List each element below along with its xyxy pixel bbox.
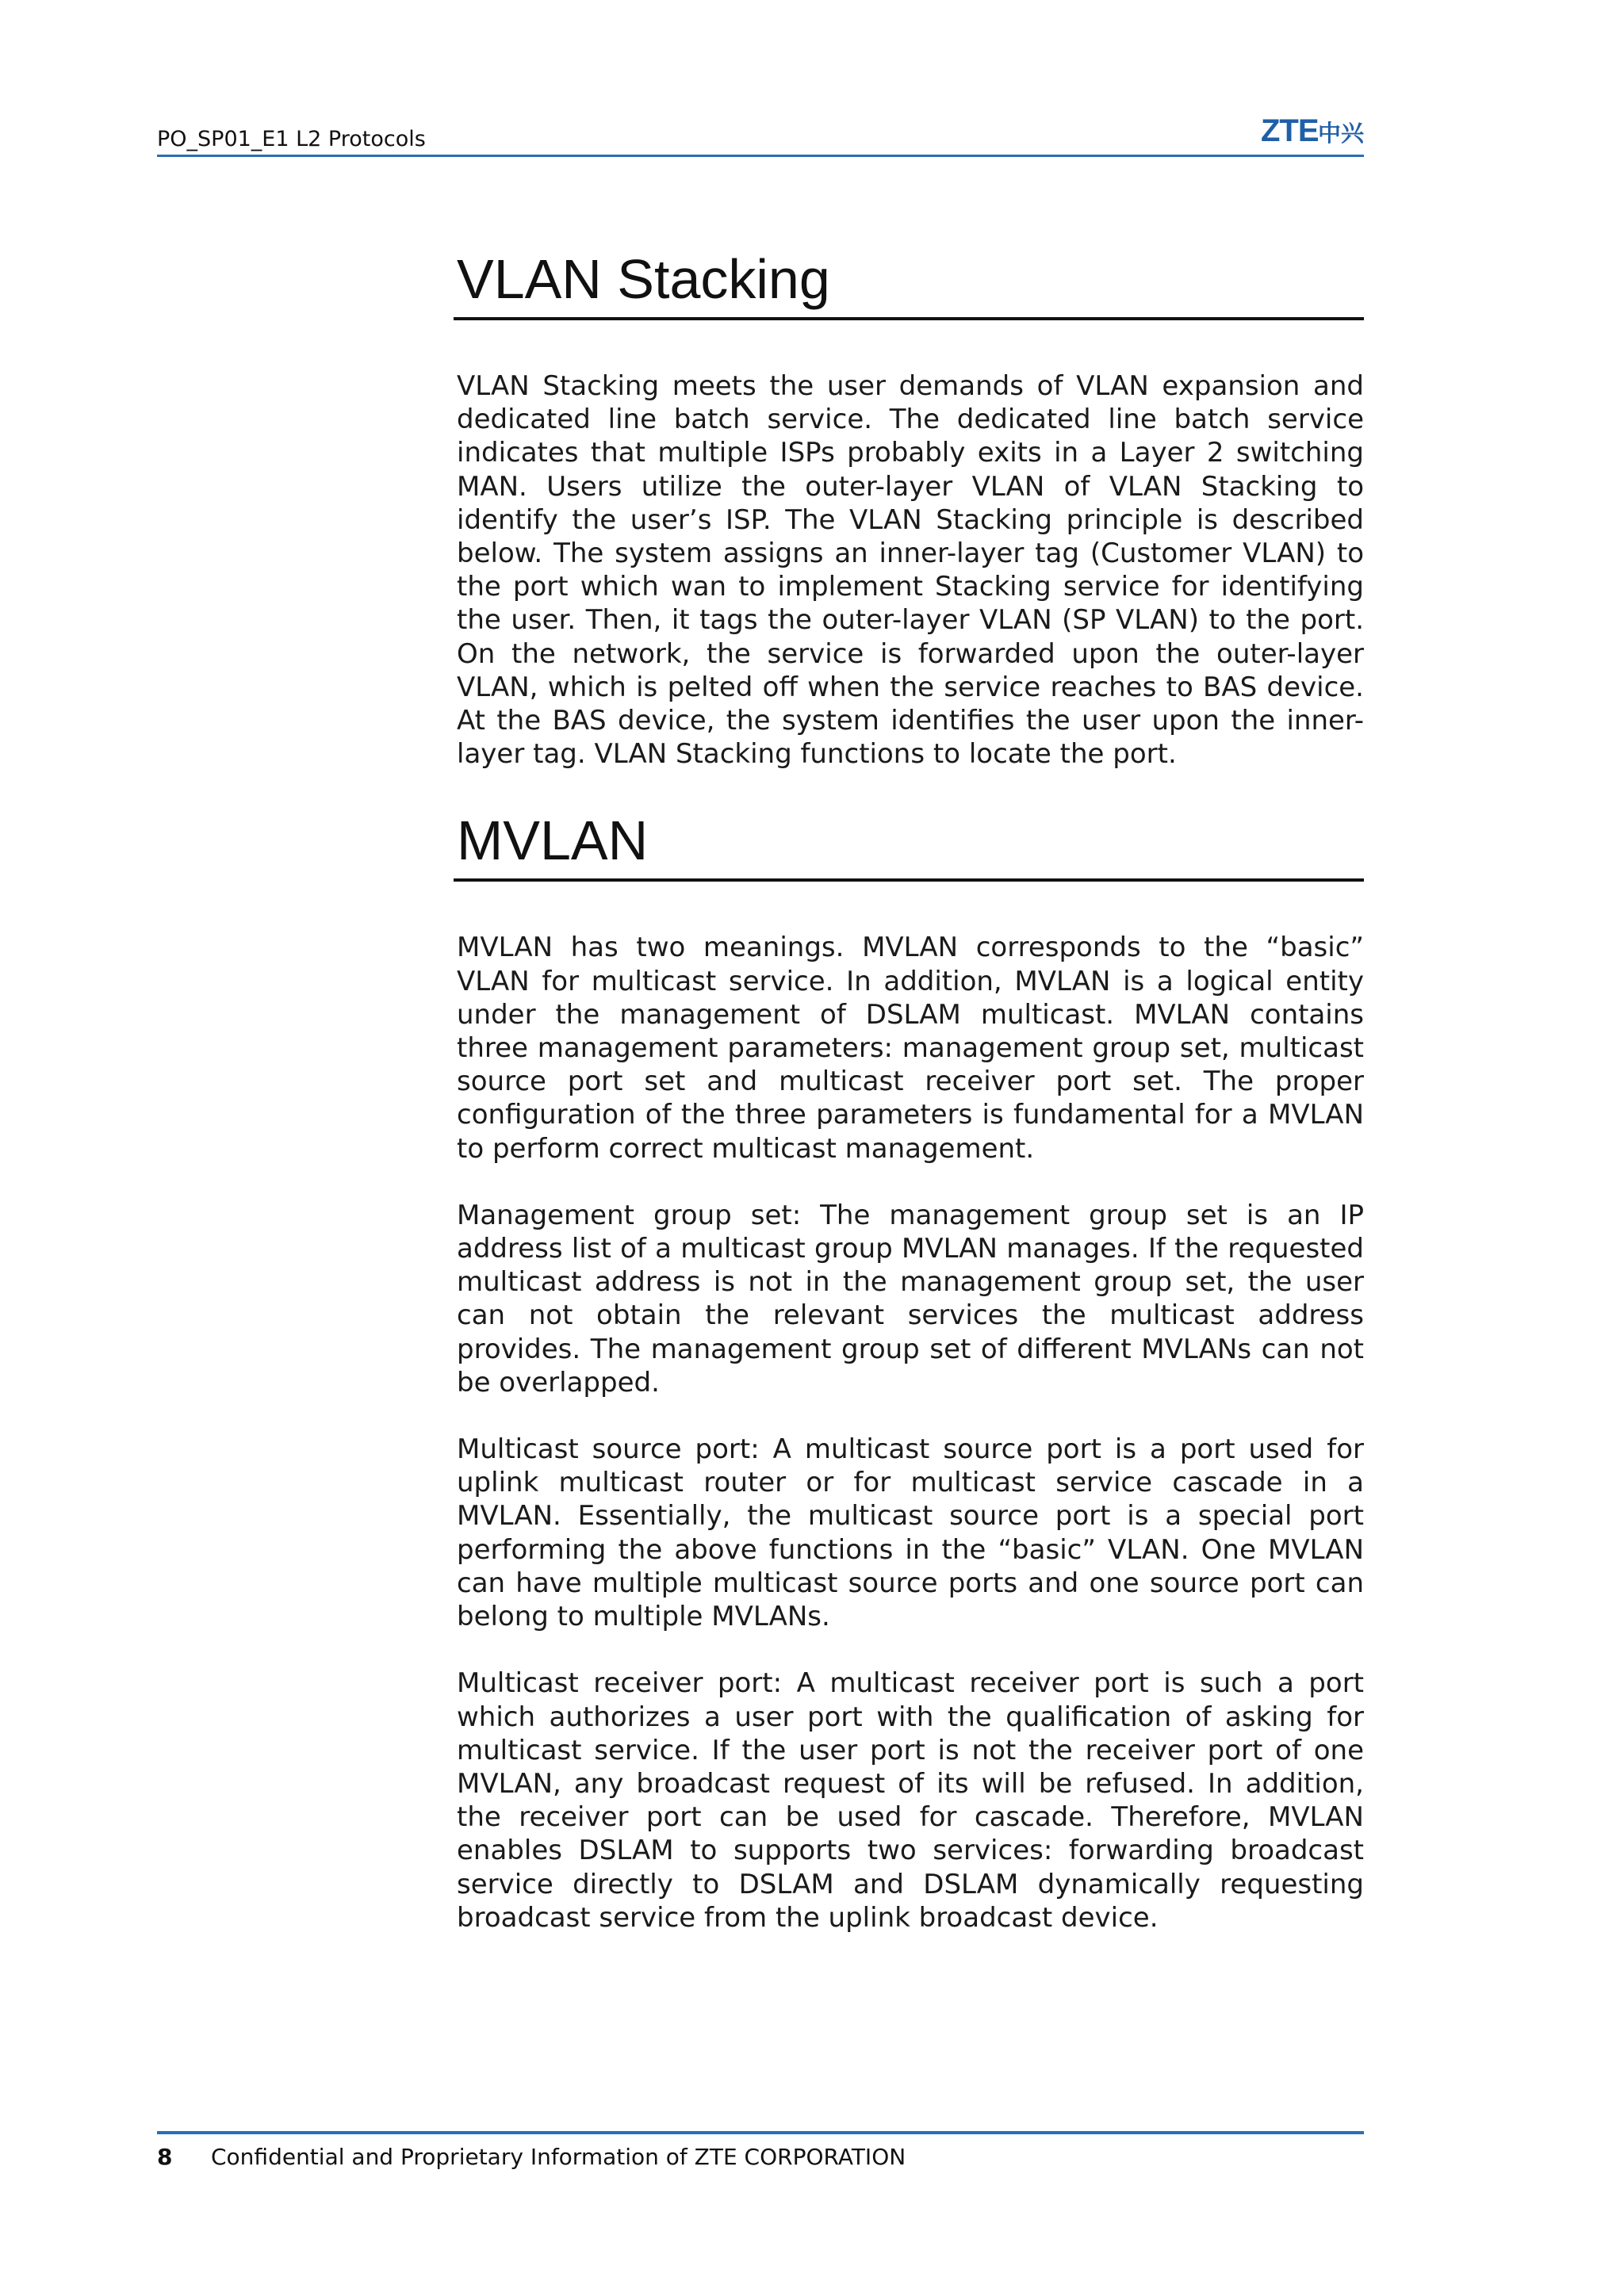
vlan-stacking-paragraph: VLAN Stacking meets the user demands of VLAN expansion and dedicated line batch service. The dedicated line batch service indicates that multiple ISPs probably exits in a Layer 2 switching MAN. Users utilize the outer-layer VLAN of VLAN Stacking to identify the user’s ISP. The VLAN Stacking principle is described below. The system assigns an inner-layer tag (Customer VLAN) to the port which wan to implement Stacking service for identifying the user. Then, it tags the outer-layer VLAN (SP VLAN) to the port. On the network, the service is forwarded upon the outer-layer VLAN, which is pelted off when the service reaches to BAS device. At the BAS device, the system identifies the user upon the inner-layer tag. VLAN Stacking functions to locate the port.	[457, 370, 1364, 771]
multicast-source-port-paragraph: Multicast source port: A multicast source port is a port used for uplink multicast router or for multicast service cascade in a MVLAN. Essentially, the multicast source port is a special port performing the above functions in the “basic” VLAN. One MVLAN can have multiple multicast source ports and one source port can belong to multiple MVLANs.	[457, 1433, 1364, 1633]
page-number: 8	[157, 2144, 173, 2170]
main-content	[454, 246, 1364, 1934]
section-title-mvlan: MVLAN	[454, 807, 1364, 882]
footer-confidentiality-note: Confidential and Proprietary Information of ZTE CORPORATION	[211, 2144, 906, 2170]
zte-logo	[1261, 111, 1364, 147]
zte-logo-latin: ZTE	[1261, 113, 1319, 147]
header-divider	[157, 155, 1364, 157]
management-group-set-paragraph: Management group set: The management group set is an IP address list of a multicast group MVLAN manages. If the requested multicast address is not in the management group set, the user can not obtain the relevant services the multicast address provides. The management group set of different MVLANs can not be overlapped.	[457, 1199, 1364, 1399]
document-header-title: PO_SP01_E1 L2 Protocols	[157, 127, 426, 151]
section-title-vlan-stacking: VLAN Stacking	[454, 246, 1364, 320]
mvlan-intro-paragraph: MVLAN has two meanings. MVLAN corresponds to the “basic” VLAN for multicast service. In addition, MVLAN is a logical entity under the management of DSLAM multicast. MVLAN contains three management parameters: management group set, multicast source port set and multicast receiver port set. The proper configuration of the three parameters is fundamental for a MVLAN to perform correct multicast management.	[457, 932, 1364, 1165]
zte-logo-cjk: 中兴	[1318, 120, 1364, 147]
multicast-receiver-port-paragraph: Multicast receiver port: A multicast receiver port is such a port which authorizes a user port with the qualification of asking for multicast service. If the user port is not the receiver port of one MVLAN, any broadcast request of its will be refused. In addition, the receiver port can be used for cascade. Therefore, MVLAN enables DSLAM to supports two services: forwarding broadcast service directly to DSLAM and DSLAM dynamically requesting broadcast service from the uplink broadcast device.	[457, 1667, 1364, 1934]
footer-divider	[157, 2131, 1364, 2134]
